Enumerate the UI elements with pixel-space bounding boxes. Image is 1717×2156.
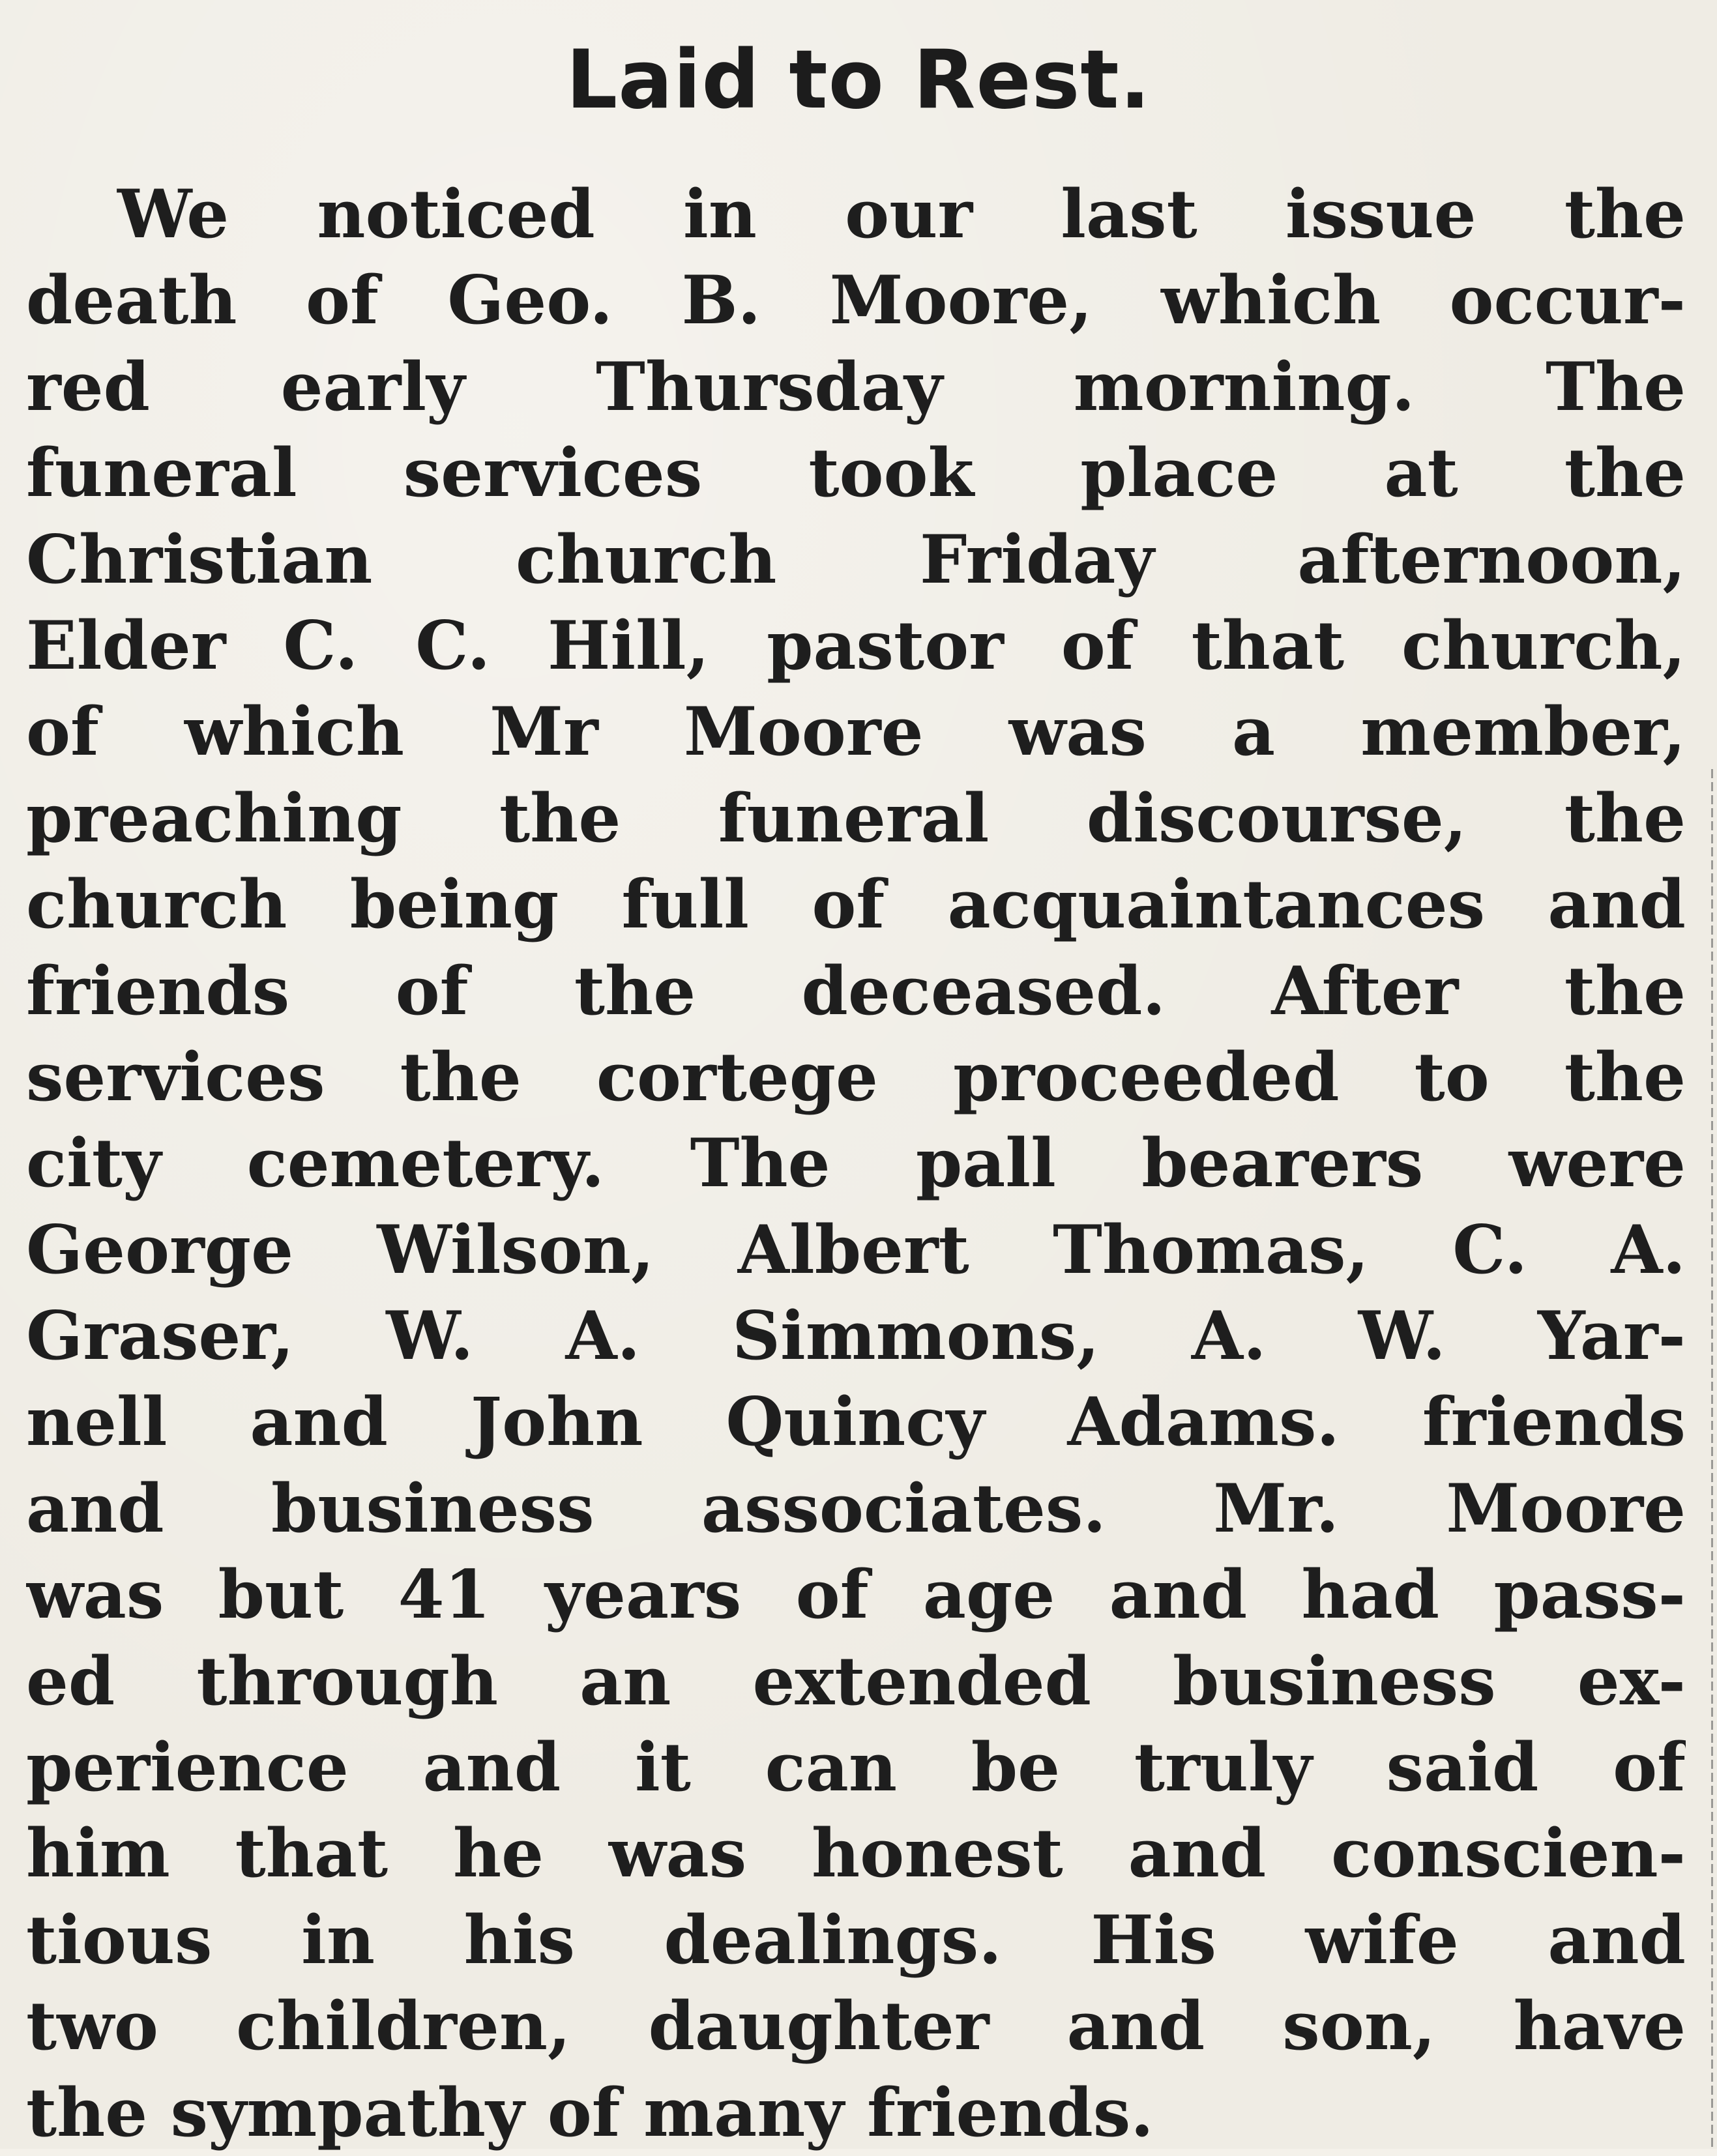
article-line: George Wilson, Albert Thomas, C. A. (26, 1210, 1686, 1289)
article-line: We noticed in our last issue the (117, 175, 1686, 254)
article-line: church being full of acquaintances and (26, 866, 1686, 944)
article-line: death of Geo. B. Moore, which occur- (26, 261, 1686, 340)
article-line: two children, daughter and son, have (26, 1987, 1686, 2066)
article-line: city cemetery. The pall bearers were (26, 1124, 1686, 1203)
article-headline: Laid to Rest. (566, 33, 1151, 127)
article-line: Elder C. C. Hill, pastor of that church, (26, 606, 1686, 685)
article-line: tious in his dealings. His wife and (26, 1901, 1686, 1979)
article-line: nell and John Quincy Adams. friends (26, 1383, 1686, 1462)
article-line: perience and it can be truly said of (26, 1728, 1686, 1807)
article-line: red early Thursday morning. The (26, 347, 1686, 426)
article-line: him that he was honest and conscien- (26, 1814, 1686, 1893)
article-line: preaching the funeral discourse, the (26, 779, 1686, 858)
article-line: of which Mr Moore was a member, (26, 693, 1686, 772)
article-line: ed through an extended business ex- (26, 1642, 1686, 1721)
column-rule (1711, 769, 1713, 2149)
article-line: friends of the deceased. After the (26, 952, 1686, 1030)
article-line: Christian church Friday afternoon, (26, 520, 1686, 599)
article-line: services the cortege proceeded to the (26, 1038, 1686, 1116)
article-line: Graser, W. A. Simmons, A. W. Yar- (26, 1297, 1686, 1376)
article-body (26, 171, 1686, 2156)
article-line: and business associates. Mr. Moore (26, 1469, 1686, 1548)
article-line: funeral services took place at the (26, 434, 1686, 513)
article-line: was but 41 years of age and had pass- (26, 1556, 1686, 1635)
article-line: the sympathy of many friends. (26, 2073, 1154, 2152)
